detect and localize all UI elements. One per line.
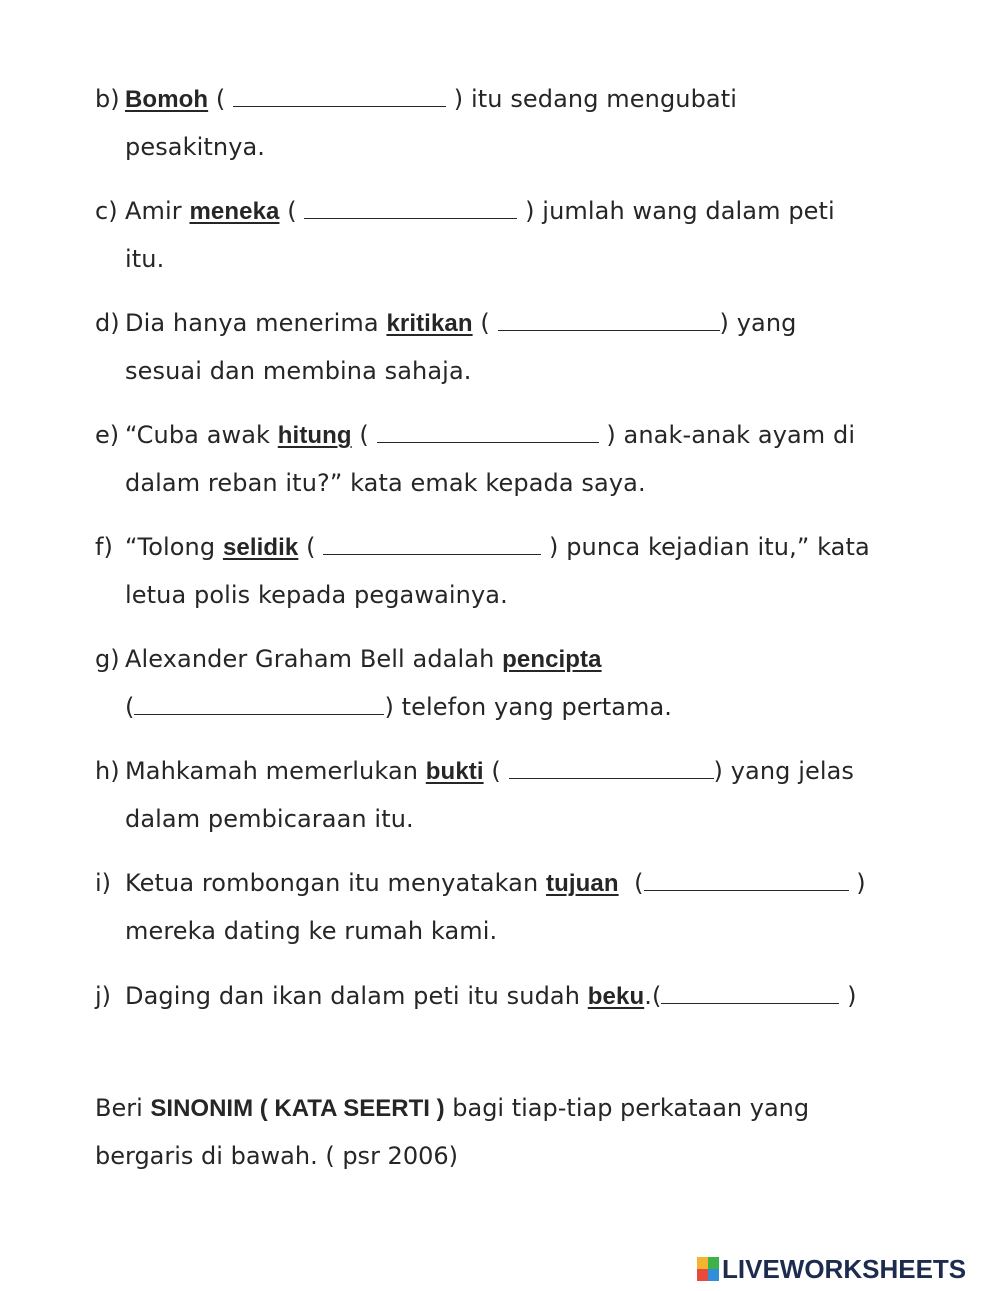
instruction-line2: bergaris di bawah. ( psr 2006)	[95, 1142, 458, 1170]
watermark-text: LIVEWORKSHEETS	[722, 1253, 967, 1284]
question-text-line1: “Tolong selidik ( ) punca kejadian itu,” kata	[125, 533, 870, 561]
question-label: d)	[95, 309, 120, 337]
keyword: pencipta	[502, 646, 602, 673]
question-text-line2: mereka dating ke rumah kami.	[125, 917, 498, 945]
answer-blank[interactable]	[509, 756, 714, 779]
answer-blank[interactable]	[661, 981, 839, 1004]
question-text-line1: Mahkamah memerlukan bukti ( ) yang jelas	[125, 757, 855, 785]
liveworksheets-logo	[697, 1254, 966, 1284]
question-label: e)	[95, 421, 120, 449]
question-text-line2: letua polis kepada pegawainya.	[125, 581, 508, 609]
instruction-line1: Beri SINONIM ( KATA SEERTI ) bagi tiap-tiap perkataan yang	[95, 1094, 810, 1122]
question-text-line2: itu.	[125, 245, 165, 273]
question-text-line1: “Cuba awak hitung ( ) anak-anak ayam di	[125, 421, 856, 449]
question-text-line2: dalam reban itu?” kata emak kepada saya.	[125, 469, 646, 497]
question-text-line2: sesuai dan membina sahaja.	[125, 357, 472, 385]
liveworksheets-logo-icon	[697, 1257, 719, 1281]
keyword: kritikan	[386, 310, 473, 337]
instruction-bold: SINONIM ( KATA SEERTI )	[150, 1095, 445, 1122]
question-label: i)	[95, 869, 112, 897]
question-text-line1: Bomoh ( ) itu sedang mengubati	[125, 85, 738, 113]
question-label: c)	[95, 197, 118, 225]
question-text-line1: Amir meneka ( ) jumlah wang dalam peti	[125, 197, 835, 225]
question-text-line2: pesakitnya.	[125, 133, 266, 161]
question-label: b)	[95, 85, 120, 113]
question-text-line1: Dia hanya menerima kritikan ( ) yang	[125, 309, 797, 337]
keyword: hitung	[277, 422, 352, 449]
answer-blank[interactable]	[377, 420, 599, 443]
answer-blank[interactable]	[304, 196, 517, 219]
question-text-line2: ( ) telefon yang pertama.	[125, 693, 673, 721]
keyword: meneka	[189, 198, 280, 225]
question-text-line1: Alexander Graham Bell adalah pencipta	[125, 645, 602, 673]
keyword: selidik	[222, 534, 299, 561]
keyword: tujuan	[546, 870, 619, 897]
question-text-line1: Ketua rombongan itu menyatakan tujuan ( )	[125, 869, 866, 897]
question-text-line2: dalam pembicaraan itu.	[125, 805, 414, 833]
keyword: beku	[587, 983, 645, 1010]
answer-blank[interactable]	[498, 308, 720, 331]
question-label: h)	[95, 757, 120, 785]
question-label: j)	[95, 982, 112, 1010]
question-label: g)	[95, 645, 120, 673]
question-label: f)	[95, 533, 113, 561]
keyword: Bomoh	[125, 86, 209, 113]
question-text-line1: Daging dan ikan dalam peti itu sudah beku.( )	[125, 982, 857, 1010]
answer-blank[interactable]	[644, 868, 849, 891]
keyword: bukti	[425, 758, 484, 785]
answer-blank[interactable]	[233, 84, 446, 107]
answer-blank[interactable]	[323, 532, 541, 555]
answer-blank[interactable]	[134, 692, 384, 715]
